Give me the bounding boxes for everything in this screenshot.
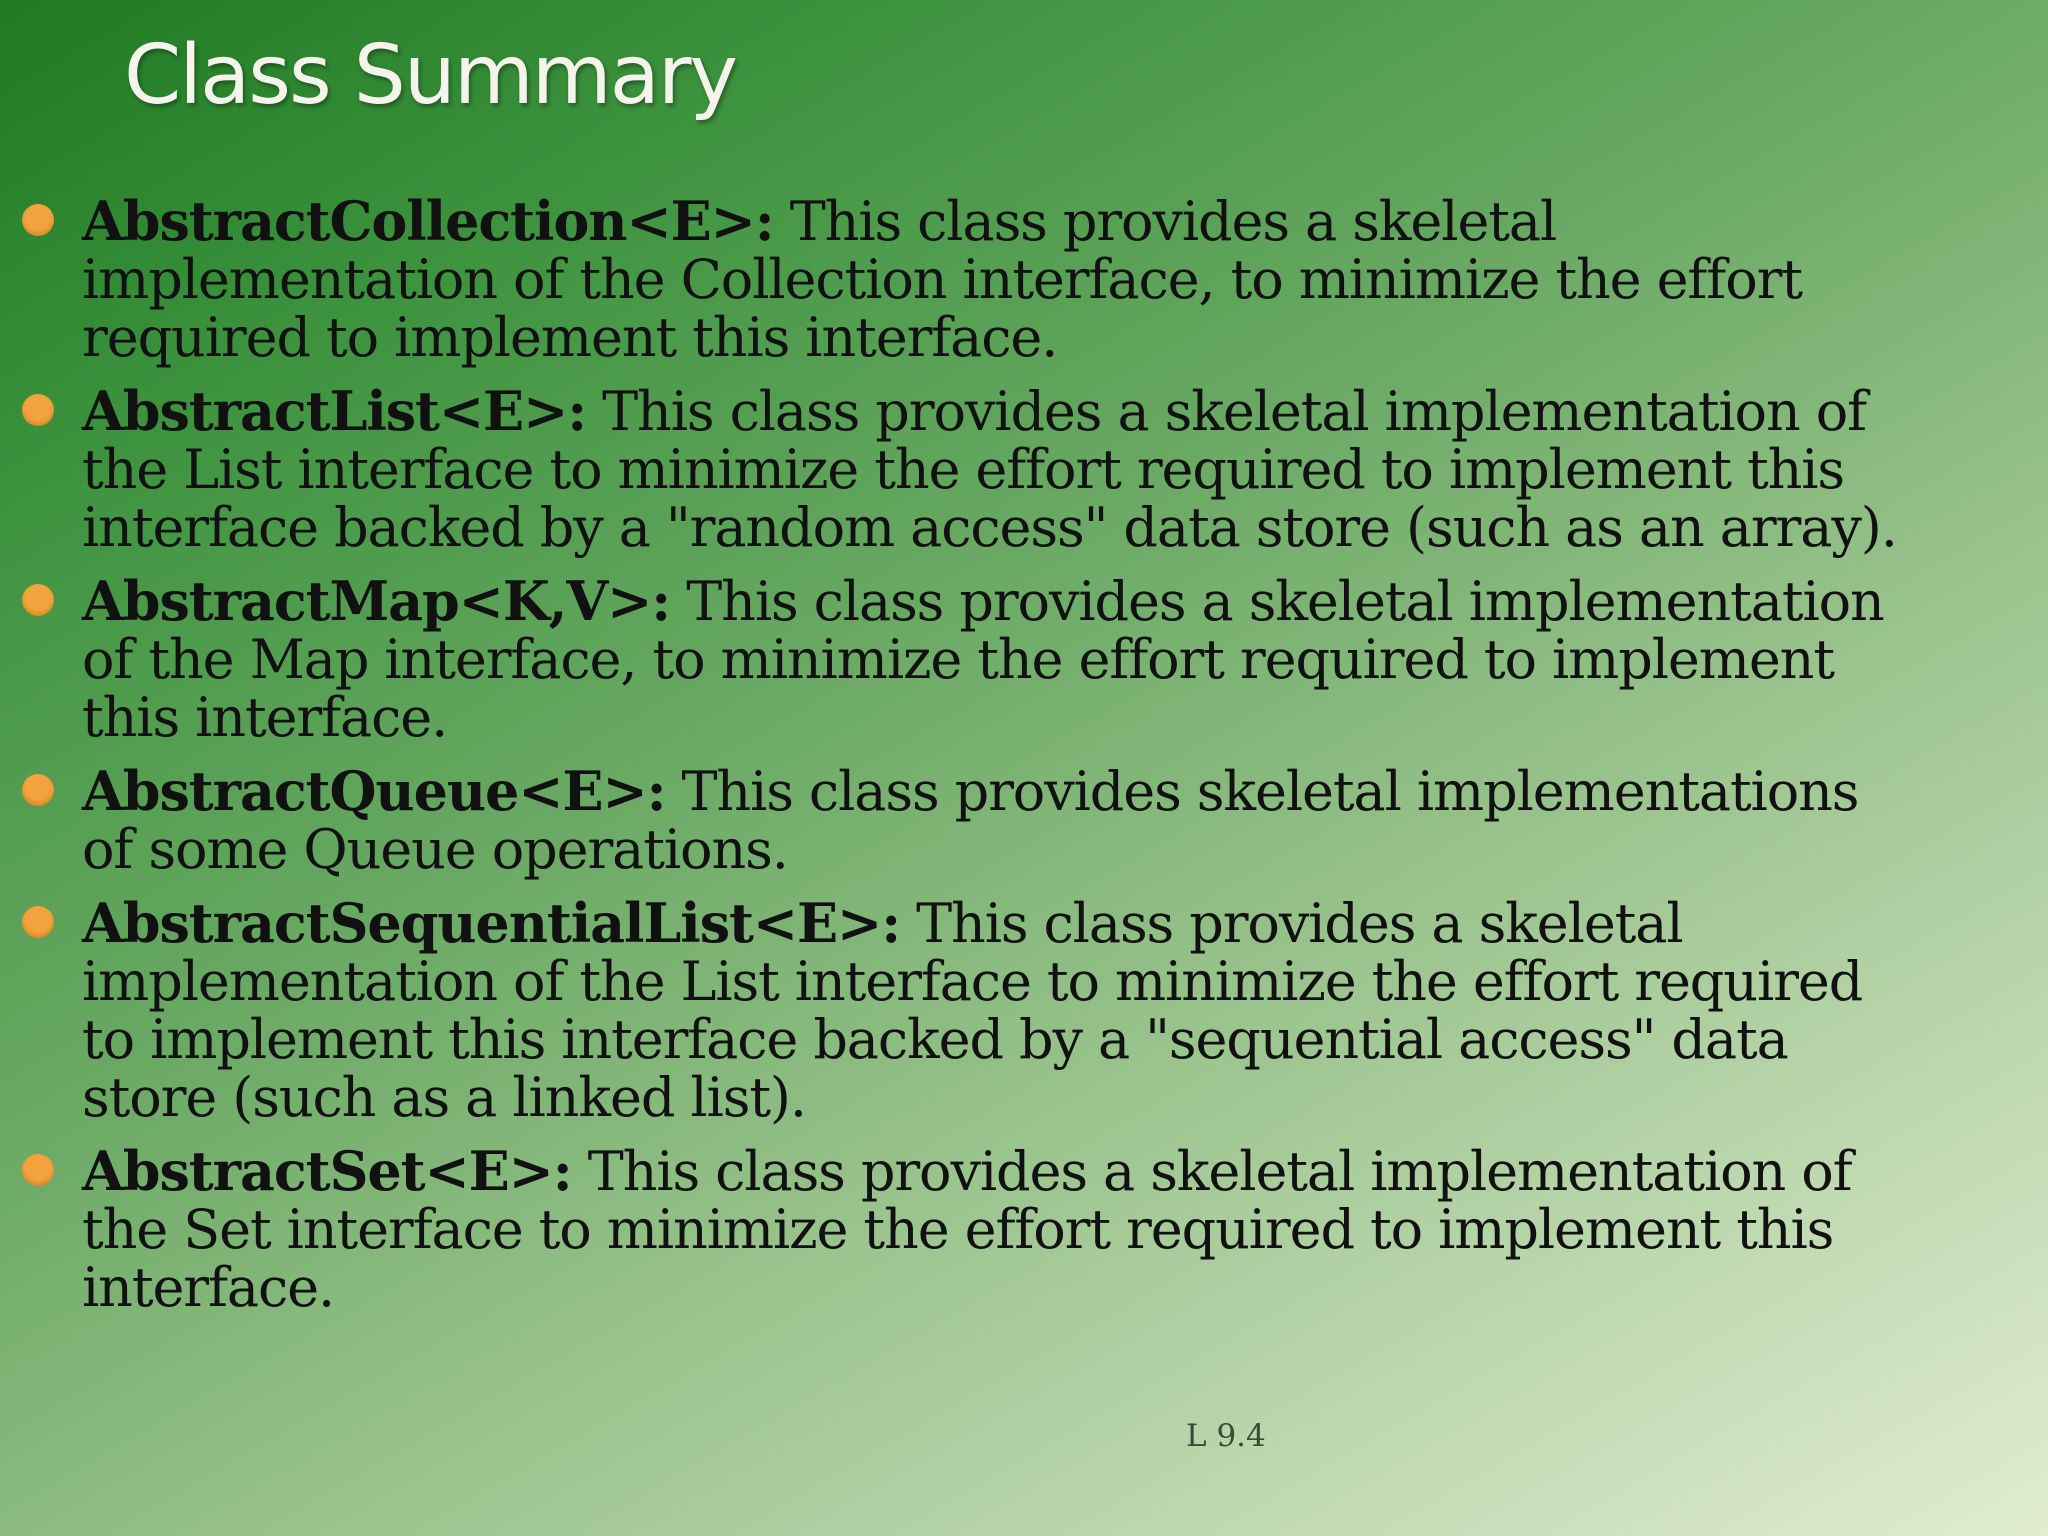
- bullet-icon: [22, 584, 54, 616]
- bullet-icon: [22, 774, 54, 806]
- class-name: AbstractSet<E>:: [82, 1139, 572, 1203]
- list-item-abstract-sequential-list: [0, 891, 1900, 1129]
- class-summary-list: [0, 189, 1900, 1332]
- class-description: This class provides a skeletal implementation of the Set interface to minimize the effort required to implement this interface.: [82, 1140, 1852, 1319]
- class-description: This class provides a skeletal implementation of the Map interface, to minimize the effort required to implement this interface.: [82, 570, 1884, 749]
- bullet-icon: [22, 906, 54, 938]
- class-description: This class provides a skeletal implementation of the List interface to minimize the effort required to implement this interface backed by a "sequential access" data store (such as a linked list).: [82, 892, 1863, 1129]
- list-item-abstract-list: [0, 379, 1900, 559]
- class-description: This class provides a skeletal implementation of the Collection interface, to minimize the effort required to implement this interface.: [82, 190, 1802, 369]
- bullet-icon: [22, 394, 54, 426]
- class-name: AbstractList<E>:: [82, 379, 587, 443]
- class-name: AbstractQueue<E>:: [82, 759, 666, 823]
- list-item-abstract-set: [0, 1139, 1900, 1319]
- class-name: AbstractCollection<E>:: [82, 189, 774, 253]
- list-item-abstract-map: [0, 569, 1900, 749]
- class-description: This class provides a skeletal implementation of the List interface to minimize the effort required to implement this interface backed by a "random access" data store (such as an array).: [82, 380, 1897, 559]
- bullet-icon: [22, 1154, 54, 1186]
- slide-title: Class Summary: [124, 28, 737, 123]
- page-number: L 9.4: [1186, 1418, 1266, 1454]
- list-item-abstract-collection: [0, 189, 1900, 369]
- class-name: AbstractMap<K,V>:: [82, 569, 671, 633]
- list-item-abstract-queue: [0, 759, 1900, 881]
- class-description: This class provides skeletal implementations of some Queue operations.: [82, 760, 1859, 881]
- class-name: AbstractSequentialList<E>:: [82, 891, 901, 955]
- bullet-icon: [22, 204, 54, 236]
